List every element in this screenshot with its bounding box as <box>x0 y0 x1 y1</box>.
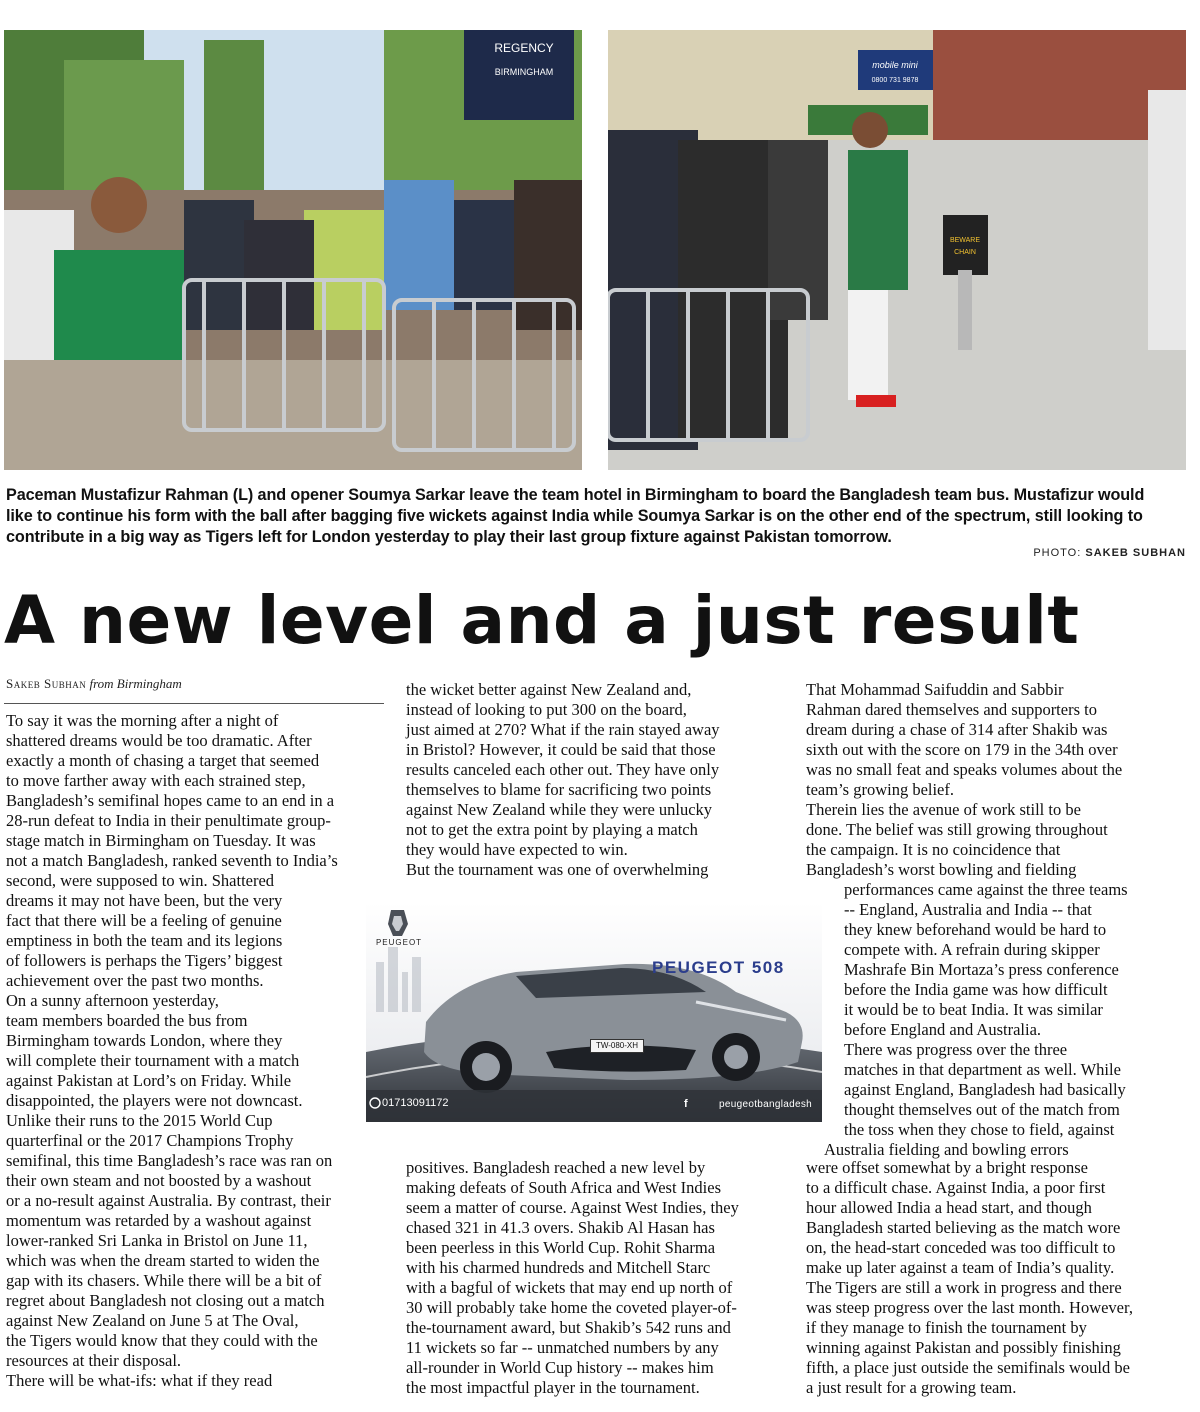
article-line: the campaign. It is no coincidence that <box>806 840 1061 859</box>
container-brand-text: mobile mini <box>872 60 918 70</box>
article-line: shattered dreams would be too dramatic. After <box>6 731 312 750</box>
article-line: if they manage to finish the tournament by <box>806 1318 1087 1337</box>
article-line: it would be to beat India. It was similar <box>844 1000 1103 1019</box>
article-line: chased 321 in 41.3 overs. Shakib Al Hasan has <box>406 1218 715 1237</box>
article-column-2-top <box>406 680 784 880</box>
article-line: with his charmed hundreds and Mitchell Starc <box>406 1258 711 1277</box>
article-line: achievement over the past two months. <box>6 971 264 990</box>
article-line: hour allowed India a head start, and though <box>806 1198 1092 1217</box>
article-line: 11 wickets so far -- unmatched numbers by any <box>406 1338 719 1357</box>
article-line: was no small feat and speaks volumes about the <box>806 760 1123 779</box>
byline-divider <box>4 703 384 704</box>
article-line: team’s growing belief. <box>806 780 955 799</box>
article-line: 28-run defeat to India in their penultimate group- <box>6 811 331 830</box>
article-line: will complete their tournament with a match <box>6 1051 300 1070</box>
photo-right-soumya <box>608 30 1186 470</box>
photo-credit <box>1033 547 1186 559</box>
article-line: performances came against the three teams <box>844 880 1128 899</box>
article-line: dream during a chase of 314 after Shakib was <box>806 720 1108 739</box>
ad-phone-number[interactable]: 01713091172 <box>382 1097 449 1109</box>
article-line: fact that there will be a feeling of genuine <box>6 911 282 930</box>
sign-birmingham-text: BIRMINGHAM <box>494 67 554 77</box>
article-line: which was when the dream started to widen the <box>6 1251 320 1270</box>
photo-left-mustafizur <box>4 30 582 470</box>
article-line: resources at their disposal. <box>6 1351 182 1370</box>
article-line: against England, Bangladesh had basically <box>844 1080 1126 1099</box>
article-line: the-tournament award, but Shakib’s 542 runs and <box>406 1318 731 1337</box>
article-line: gap with its chasers. While there will be a bit of <box>6 1271 322 1290</box>
bollard-chain-text: CHAIN <box>954 249 976 256</box>
article-line: Therein lies the avenue of work still to be <box>806 800 1081 819</box>
svg-text:f: f <box>684 1098 688 1110</box>
article-line: Bangladesh’s worst bowling and fielding <box>806 860 1077 879</box>
article-line: against New Zealand on June 5 at The Oval, <box>6 1311 299 1330</box>
article-line: compete with. A refrain during skipper <box>844 940 1100 959</box>
article-line: Bangladesh’s semifinal hopes came to an end in a <box>6 791 335 810</box>
article-line: seem a matter of course. Against West Indies, they <box>406 1198 739 1217</box>
article-line: That Mohammad Saifuddin and Sabbir <box>806 680 1064 699</box>
article-line: Australia fielding and bowling errors <box>824 1140 1069 1159</box>
caption-line: Paceman Mustafizur Rahman (L) and opener Soumya Sarkar leave the team hotel in Birmingham to board the Bangladesh team bus. Mustafizur would <box>6 486 1145 504</box>
article-line: the most impactful player in the tournament. <box>406 1378 700 1397</box>
bollard-beware-text: BEWARE <box>949 237 981 244</box>
article-line: Mashrafe Bin Mortaza’s press conference <box>844 960 1119 979</box>
article-line: Bangladesh started believing as the match wore <box>806 1218 1121 1237</box>
headline: A new level and a just result <box>4 582 1080 659</box>
article-line: lower-ranked Sri Lanka in Bristol on June 11, <box>6 1231 308 1250</box>
article-line: stage match in Birmingham on Tuesday. It was <box>6 831 316 850</box>
article-line: to a difficult chase. Against India, a poor first <box>806 1178 1106 1197</box>
article-line: -- England, Australia and India -- that <box>844 900 1092 919</box>
peugeot-advertisement[interactable] <box>366 902 822 1122</box>
article-line: done. The belief was still growing throughout <box>806 820 1108 839</box>
caption-line: like to continue his form with the ball after bagging five wickets against India while Soumya Sarkar is on the other end of the spectrum, still looking to <box>6 507 1143 525</box>
article-column-2-bottom <box>406 1158 784 1398</box>
article-line: making defeats of South Africa and West Indies <box>406 1178 721 1197</box>
car-license-plate: TW-080-XH <box>590 1039 644 1053</box>
article-line: second, were supposed to win. Shattered <box>6 871 275 890</box>
article-line: emptiness in both the team and its legions <box>6 931 283 950</box>
article-line: matches in that department as well. While <box>844 1060 1121 1079</box>
article-line: a just result for a growing team. <box>806 1378 1017 1397</box>
article-line: the wicket better against New Zealand and, <box>406 680 692 699</box>
article-line: their own steam and not boosted by a washout <box>6 1171 312 1190</box>
article-column-3-bottom <box>806 1158 1186 1398</box>
article-line: There was progress over the three <box>844 1040 1068 1059</box>
article-line: was steep progress over the last month. However, <box>806 1298 1133 1317</box>
article-line: been peerless in this World Cup. Rohit Sharma <box>406 1238 716 1257</box>
photo-credit-label: PHOTO: <box>1033 547 1082 559</box>
article-line: themselves to blame for sacrificing two points <box>406 780 712 799</box>
article-line: the Tigers would know that they could with the <box>6 1331 318 1350</box>
article-line: they knew beforehand would be hard to <box>844 920 1107 939</box>
article-line: momentum was retarded by a washout against <box>6 1211 312 1230</box>
article-line: against Pakistan at Lord’s on Friday. While <box>6 1071 292 1090</box>
article-line: of followers is perhaps the Tigers’ biggest <box>6 951 283 970</box>
container-phone-text: 0800 731 9878 <box>871 77 919 84</box>
article-column-1 <box>6 711 384 1391</box>
article-line: were offset somewhat by a bright response <box>806 1158 1088 1177</box>
article-line: or a no-result against Australia. By contrast, their <box>6 1191 331 1210</box>
article-line: all-rounder in World Cup history -- makes him <box>406 1358 714 1377</box>
photo-credit-name: SAKEB SUBHAN <box>1085 547 1186 559</box>
article-line: Birmingham towards London, where they <box>6 1031 283 1050</box>
article-column-3-middle <box>806 880 1186 1160</box>
photo-caption <box>6 485 1186 548</box>
article-line: There will be what-ifs: what if they read <box>6 1371 273 1390</box>
article-line: regret about Bangladesh not closing out a match <box>6 1291 325 1310</box>
ad-background <box>366 902 822 1122</box>
article-line: On a sunny afternoon yesterday, <box>6 991 219 1010</box>
sign-regency-text: REGENCY <box>494 41 554 55</box>
article-line: To say it was the morning after a night of <box>6 711 279 730</box>
article-line: instead of looking to put 300 on the board, <box>406 700 687 719</box>
article-line: disappointed, the players were not downcast. <box>6 1091 303 1110</box>
article-line: sixth out with the score on 179 in the 34th over <box>806 740 1118 759</box>
article-line: thought themselves out of the match from <box>844 1100 1120 1119</box>
article-line: on, the head-start conceded was too difficult to <box>806 1238 1116 1257</box>
article-line: results canceled each other out. They have only <box>406 760 720 779</box>
article-line: not a match Bangladesh, ranked seventh to India’s <box>6 851 338 870</box>
ad-model-name: PEUGEOT 508 <box>652 958 785 977</box>
article-line: Unlike their runs to the 2015 World Cup <box>6 1111 273 1130</box>
article-line: to move farther away with each strained step, <box>6 771 306 790</box>
byline <box>6 676 182 692</box>
article-line: the toss when they chose to field, against <box>844 1120 1115 1139</box>
article-line: positives. Bangladesh reached a new level by <box>406 1158 706 1177</box>
article-line: winning against Pakistan and possibly finishing <box>806 1338 1121 1357</box>
article-line: in Bristol? However, it could be said that those <box>406 740 716 759</box>
ad-facebook-handle[interactable]: peugeotbangladesh <box>719 1099 812 1110</box>
article-column-3-top <box>806 680 1186 880</box>
article-line: they would have expected to win. <box>406 840 628 859</box>
article-line: fifth, a place just outside the semifinals would be <box>806 1358 1130 1377</box>
facebook-icon <box>684 1098 688 1110</box>
photo-left-image <box>4 30 582 470</box>
article-line: before the India game was how difficult <box>844 980 1108 999</box>
article-line: dreams it may not have been, but the very <box>6 891 283 910</box>
caption-line: contribute in a big way as Tigers left for London yesterday to play their last group fixture against Pakistan tomorrow. <box>6 528 892 546</box>
article-line: with a bagful of wickets that may end up north of <box>406 1278 733 1297</box>
photo-right-image <box>608 30 1186 470</box>
article-line: But the tournament was one of overwhelming <box>406 860 709 879</box>
article-line: The Tigers are still a work in progress and there <box>806 1278 1122 1297</box>
article-line: just aimed at 270? What if the rain stayed away <box>406 720 720 739</box>
byline-location: from Birmingham <box>89 676 182 691</box>
ad-brand-name: PEUGEOT <box>375 938 423 947</box>
article-line: Rahman dared themselves and supporters to <box>806 700 1097 719</box>
article-line: quarterfinal or the 2017 Champions Trophy <box>6 1131 294 1150</box>
article-line: semifinal, this time Bangladesh’s race was ran on <box>6 1151 333 1170</box>
article-line: against New Zealand while they were unlucky <box>406 800 713 819</box>
article-line: before England and Australia. <box>844 1020 1042 1039</box>
article-line: not to get the extra point by playing a match <box>406 820 698 839</box>
article-line: team members boarded the bus from <box>6 1011 248 1030</box>
article-line: exactly a month of chasing a target that seemed <box>6 751 320 770</box>
article-line: 30 will probably take home the coveted player-of- <box>406 1298 737 1317</box>
article-line: make up later against a team of India’s quality. <box>806 1258 1115 1277</box>
byline-author: Sakeb Subhan <box>6 676 87 691</box>
